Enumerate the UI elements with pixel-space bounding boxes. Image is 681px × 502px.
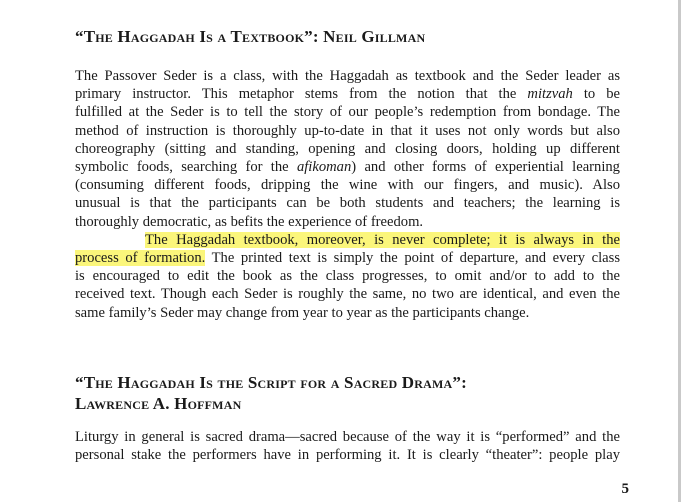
text-line bbox=[75, 85, 620, 103]
text-segment: The printed text is simply the point of departure, and every class bbox=[205, 250, 620, 267]
section-heading-gillman: “The Haggadah Is a Textbook”: Neil Gillman bbox=[75, 27, 426, 46]
paragraph-seder-class bbox=[75, 67, 620, 322]
paragraph-sacred-drama bbox=[75, 428, 620, 464]
text-segment: ) and other forms of experiential learning bbox=[351, 159, 620, 176]
text-line: same family’s Seder may change from year to year as the participants change. bbox=[75, 304, 530, 321]
italic-term-mitzvah: mitzvah bbox=[527, 86, 573, 103]
text-line bbox=[75, 231, 620, 249]
text-line: fulfilled at the Seder is to tell the story of our people’s redemption from bondage. The bbox=[75, 104, 620, 121]
text-line: unusual is that the participants can be both students and teachers; the learning is bbox=[75, 195, 620, 212]
text-line: (consuming different foods, dripping the wine with our fingers, and music). Also bbox=[75, 177, 620, 194]
text-segment: primary instructor. This metaphor stems from the notion that the bbox=[75, 86, 528, 103]
text-line bbox=[75, 249, 620, 267]
text-line: The Passover Seder is a class, with the Haggadah as textbook and the Seder leader as bbox=[75, 68, 620, 84]
text-line: method of instruction is thoroughly up-to-date in that it uses not only words but also bbox=[75, 122, 620, 139]
text-line: choreography (sitting and standing, opening and closing doors, holding up different bbox=[75, 140, 620, 157]
text-line: received text. Though each Seder is roughly the same, no two are identical, and even the bbox=[75, 286, 620, 303]
page-number: 5 bbox=[621, 481, 629, 497]
text-segment: symbolic foods, searching for the bbox=[75, 159, 297, 176]
highlighted-text: process of formation. bbox=[75, 250, 206, 267]
text-segment: to be bbox=[572, 86, 620, 103]
heading-line: Lawrence A. Hoffman bbox=[75, 394, 242, 413]
section-heading-hoffman bbox=[75, 372, 467, 414]
text-line: is encouraged to edit the book as the class progresses, to omit and/or to add to the bbox=[75, 268, 620, 285]
highlighted-text: The Haggadah textbook, moreover, is never complete; it is always in the bbox=[145, 231, 620, 248]
italic-term-afikoman: afikoman bbox=[296, 159, 352, 176]
text-line: personal stake the performers have in performing it. It is clearly “theater”: people play bbox=[75, 447, 620, 464]
text-line bbox=[75, 158, 620, 176]
text-line: Liturgy in general is sacred drama—sacred because of the way it is “performed” and the bbox=[75, 429, 620, 445]
text-line: thoroughly democratic, as befits the experience of freedom. bbox=[75, 213, 424, 230]
heading-line: “The Haggadah Is the Script for a Sacred Drama”: bbox=[75, 373, 467, 392]
